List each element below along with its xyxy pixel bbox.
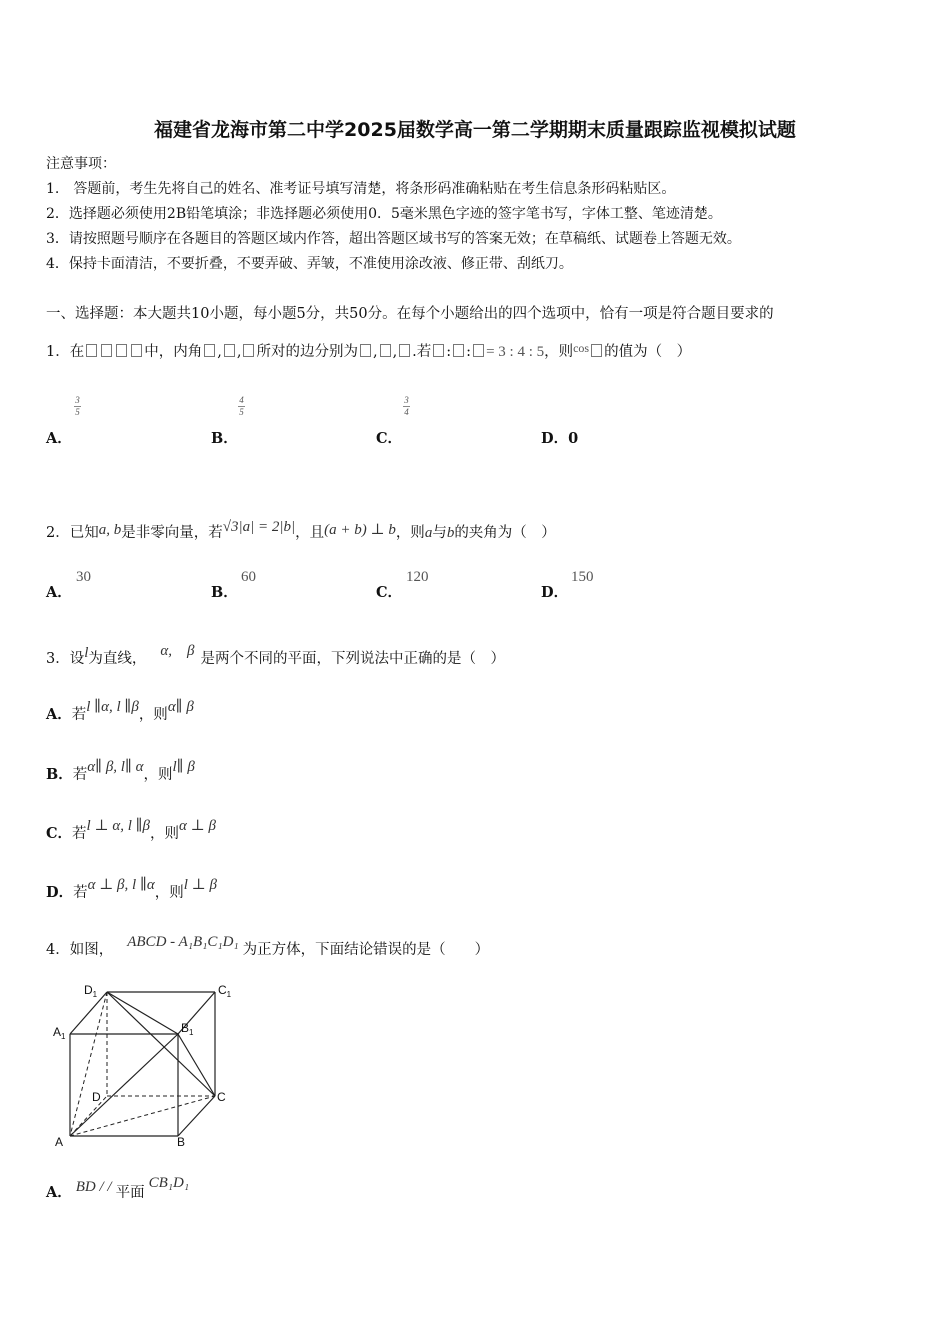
q1-option-b[interactable]: B．: [211, 430, 238, 447]
q4-option-a[interactable]: A． BD / / 平面CB₁D₁: [46, 1175, 190, 1201]
question-4: 4．如图， ABCD - A₁B₁C₁D₁ 为正方体，下面结论错误的是（ ）: [46, 934, 490, 958]
q1-number: 1．: [46, 344, 70, 360]
q1-option-c[interactable]: C．: [376, 430, 403, 447]
notice-heading: 注意事项：: [46, 156, 116, 172]
q3-option-d[interactable]: D．若α ⊥ β, l ∥α，则l ⊥ β: [46, 877, 217, 901]
label-b: B: [177, 1135, 186, 1149]
notice-item-4: 4．保持卡面清洁，不要折叠，不要弄破、弄皱，不准使用涂改液、修正带、刮纸刀。: [46, 256, 573, 272]
q2-option-a[interactable]: A．: [46, 584, 72, 601]
label-a1: $A_1$: [53, 1025, 66, 1041]
placeholder-glyph: [84, 344, 144, 360]
label-d: D: [92, 1090, 101, 1104]
notice-item-3: 3．请按照题号顺序在各题目的答题区域内作答，超出答题区域书写的答案无效；在草稿纸、试题卷上答题无效。: [46, 231, 741, 247]
q4-cube-name: ABCD - A₁B₁C₁D₁: [127, 934, 239, 950]
section-heading: 一、选择题：本大题共10小题，每小题5分，共50分。在每个小题给出的四个选项中，恰有一项是符合题目要求的: [46, 306, 774, 322]
q1-fraction-c: $\frac{3}{4}$: [404, 395, 409, 417]
label-a: A: [55, 1135, 64, 1149]
q1-option-a[interactable]: A．: [46, 430, 72, 447]
q1-ratio: = 3 : 4 : 5: [486, 344, 545, 360]
notice-item-2: 2．选择题必须使用2B铅笔填涂；非选择题必须使用0．5毫米黑色字迹的签字笔书写，字体工整、笔迹清楚。: [46, 206, 722, 222]
label-b1: $B_1$: [181, 1021, 194, 1037]
notice-item-1: 1. 答题前，考生先将自己的姓名、准考证号填写清楚，将条形码准确粘贴在考生信息条形码粘贴区。: [46, 181, 676, 197]
question-2: 2．已知a, b是非零向量，若√3|a| = 2|b|，且(a + b) ⊥ b，则a与b的夹角为（ ）: [46, 519, 556, 541]
q3-option-c[interactable]: C．若l ⊥ α, l ∥β，则α ⊥ β: [46, 818, 216, 842]
q2-condition-2: (a + b) ⊥ b: [324, 522, 396, 538]
q1-option-d[interactable]: D．0: [541, 430, 579, 447]
q3-option-b[interactable]: B．若α∥ β, l∥ α，则l∥ β: [46, 759, 195, 783]
diag-d1-c: [107, 992, 215, 1096]
q2-option-d[interactable]: D．: [541, 584, 569, 601]
label-c: C: [217, 1090, 226, 1104]
label-d1: $D_1$: [84, 983, 98, 999]
cube-figure: [50, 978, 240, 1150]
q1-fraction-b: $\frac{4}{5}$: [239, 395, 244, 417]
question-3: 3．设l为直线， α, β 是两个不同的平面，下列说法中正确的是（ ）: [46, 643, 506, 667]
q1-fraction-a: $\frac{3}{5}$: [75, 395, 80, 417]
label-c1: $C_1$: [218, 983, 232, 999]
q2-condition-1: √3|a| = 2|b|: [222, 519, 296, 535]
q3-option-a[interactable]: A．若l ∥α, l ∥β，则α∥ β: [46, 699, 194, 723]
q2-option-c[interactable]: C．: [376, 584, 403, 601]
question-1: 1．在 中，内角 , , 所对的边分别为 , , .若 : : = 3 : 4 : 5，则$^{cos}$ 的值为（ ）: [46, 341, 692, 360]
page-title: 福建省龙海市第二中学2025届数学高一第二学期期末质量跟踪监视模拟试题: [154, 119, 796, 141]
q2-option-b[interactable]: B．: [211, 584, 238, 601]
edge-b-c: [178, 1096, 215, 1136]
diag-d1-b1: [107, 992, 178, 1034]
